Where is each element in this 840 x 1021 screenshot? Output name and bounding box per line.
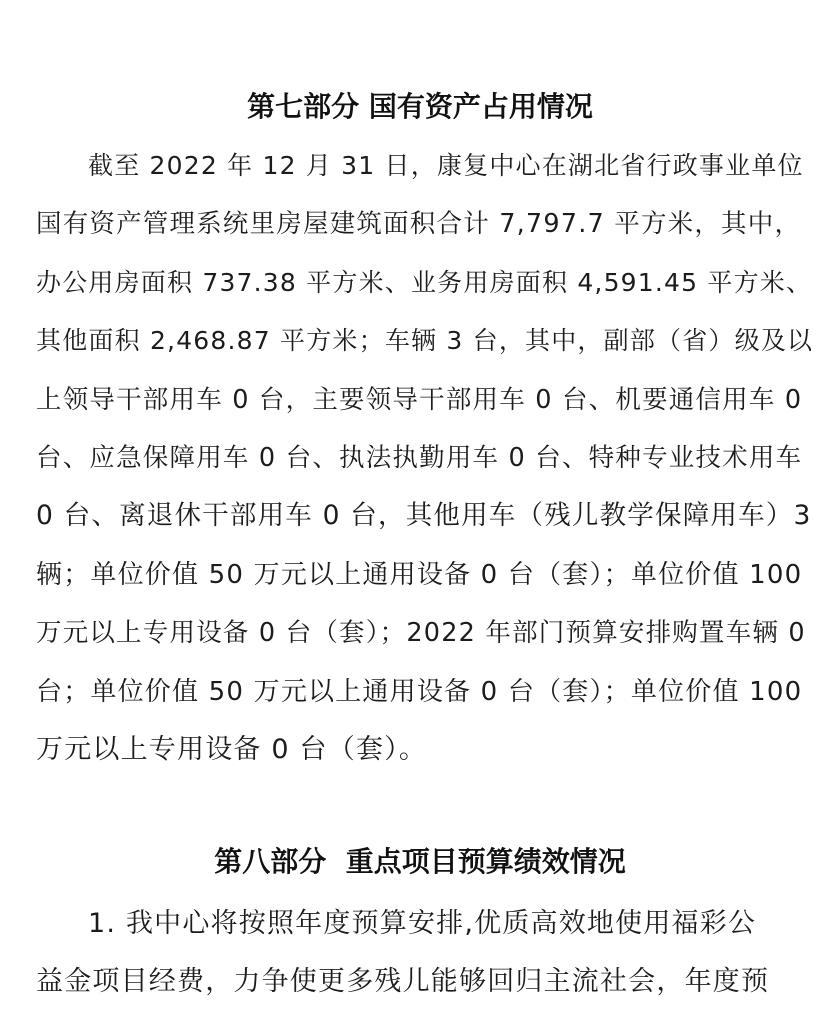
paragraph-line: 万元以上专用设备 0 台（套）；2022 年部门预算安排购置车辆 0 (36, 618, 806, 649)
paragraph-line: 1. 我中心将按照年度预算安排,优质高效地使用福彩公 (88, 908, 757, 939)
paragraph-state-assets (36, 146, 814, 788)
paragraph-line: 国有资产管理系统里房屋建筑面积合计 7,797.7 平方米，其中， (36, 209, 802, 240)
section-heading-part7: 第七部分 国有资产占用情况 (247, 90, 593, 123)
paragraph-line: 辆；单位价值 50 万元以上通用设备 0 台（套）；单位价值 100 (36, 559, 803, 590)
paragraph-line: 其他面积 2,468.87 平方米；车辆 3 台，其中，副部（省）级及以 (36, 326, 814, 356)
section-heading-part8: 第八部分 重点项目预算绩效情况 (214, 845, 626, 878)
paragraph-line: 万元以上专用设备 0 台（套）。 (36, 733, 428, 765)
paragraph-line: 台、应急保障用车 0 台、执法执勤用车 0 台、特种专业技术用车 (36, 442, 803, 473)
paragraph-project-performance (36, 904, 814, 1021)
paragraph-line: 截至 2022 年 12 月 31 日，康复中心在湖北省行政事业单位 (88, 151, 804, 180)
paragraph-line: 办公用房面积 737.38 平方米、业务用房面积 4,591.45 平方米、 (36, 267, 813, 297)
paragraph-line: 台；单位价值 50 万元以上通用设备 0 台（套）；单位价值 100 (36, 676, 803, 707)
paragraph-line: 0 台、离退休干部用车 0 台，其他用车（残儿教学保障用车）3 (36, 500, 812, 532)
paragraph-line: 上领导干部用车 0 台，主要领导干部用车 0 台、机要通信用车 0 (36, 384, 803, 415)
paragraph-line: 益金项目经费，力争使更多残儿能够回归主流社会，年度预 (36, 966, 770, 998)
